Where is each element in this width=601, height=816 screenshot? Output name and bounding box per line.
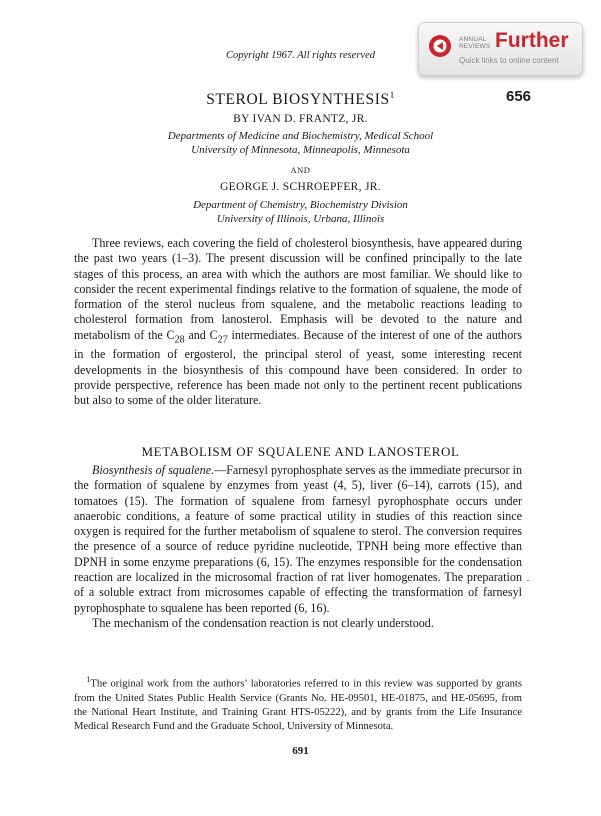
affiliation-2-line-2: University of Illinois, Urbana, Illinois — [216, 213, 385, 225]
subheading: Biosynthesis of squalene. — [92, 463, 215, 477]
header-page-number: 656 — [506, 88, 532, 105]
further-badge[interactable] — [418, 22, 583, 76]
article-title: STEROL BIOSYNTHESIS$^1$ — [206, 90, 395, 109]
affiliation-2-line-1: Department of Chemistry, Biochemistry Division — [193, 199, 408, 211]
affiliation-1-line-2: University of Minnesota, Minneapolis, Minnesota — [191, 144, 410, 156]
intro-paragraph: Three reviews, each covering the field of cholesterol biosynthesis, have appeared during the past two years (1–3). The present discussion will be confined principally to the late stages of this process, an area with which the authors are most familiar. We should like to consider the recent experimental findings relative to the formation of squalene, the mode of formation of the sterol nucleus from squalene, and the metabolic reactions leading to cholesterol formation from lanosterol. Emphasis will be devoted to the nature and metabolism of the $C_{28}$ and $C_{27}$ intermediates. Because of the interest of one of the authors in the formation of ergosterol, the principal sterol of yeast, some interesting recent developments in the biosynthesis of this compound have been considered. In order to provide perspective, reference has been made not only to the pertinent recent publications but also to some of the older literature. — [74, 236, 522, 408]
further-label: Further — [495, 29, 569, 52]
section-body — [74, 463, 522, 631]
mechanism-paragraph: The mechanism of the condensation reaction is not clearly understood. — [92, 615, 434, 630]
author-frantz: BY IVAN D. FRANTZ, JR. — [233, 113, 368, 125]
annual-reviews-label: ANNUAL REVIEWS — [459, 36, 491, 50]
footnote-mark: 1 — [86, 674, 91, 684]
squalene-paragraph: Biosynthesis of squalene.—Farnesyl pyrophosphate serves as the immediate precursor in the formation of squalene by enzymes from yeast (4, 5), liver (6–14), carrots (15), and tomatoes (15). The formation of squalene from farnesyl pyrophosphate occurs under anaerobic conditions, a feature of some practical utility in studies of this reaction since oxygen is required for the further metabolism of squalene to sterol. The conversion requires the presence of a source of reduce pyridine nucleotide, TPNH being more effective than DPNH in some enzyme preparations (6, 15). The enzymes responsible for the condensation reaction are localized in the microsomal fraction of rat liver homogenates. The preparation of a soluble extract from microsomes capable of effecting the transformation of farnesyl pyrophosphate to squalene has been reported (6, 16). — [74, 463, 522, 615]
badge-tagline: Quick links to online content — [459, 56, 559, 65]
copyright-notice: Copyright 1967. All rights reserved — [225, 50, 376, 61]
footnote: $^1$The original work from the authors’ laboratories referred to in this review was supported by grants from the United States Public Health Service (Grants No. HE-09501, HE-01875, and HE-05695, from the National Heart Institute, and Training Grant HTS-05222), and by grants from the Life Insurance Medical Research Fund and the Graduate School, University of Minnesota. — [74, 674, 522, 733]
section-heading: METABOLISM OF SQUALENE AND LANOSTEROL — [141, 444, 460, 459]
and-separator: AND — [290, 165, 311, 175]
introduction — [74, 236, 522, 409]
footer-page-number: 691 — [292, 745, 309, 757]
author-schroepfer: GEORGE J. SCHROEPFER, JR. — [220, 181, 381, 193]
play-circle-icon — [428, 34, 452, 58]
stray-mark — [527, 580, 529, 581]
affiliation-1-line-1: Departments of Medicine and Biochemistry, Medical School — [167, 130, 434, 142]
title-footnote-mark: 1 — [389, 90, 395, 100]
